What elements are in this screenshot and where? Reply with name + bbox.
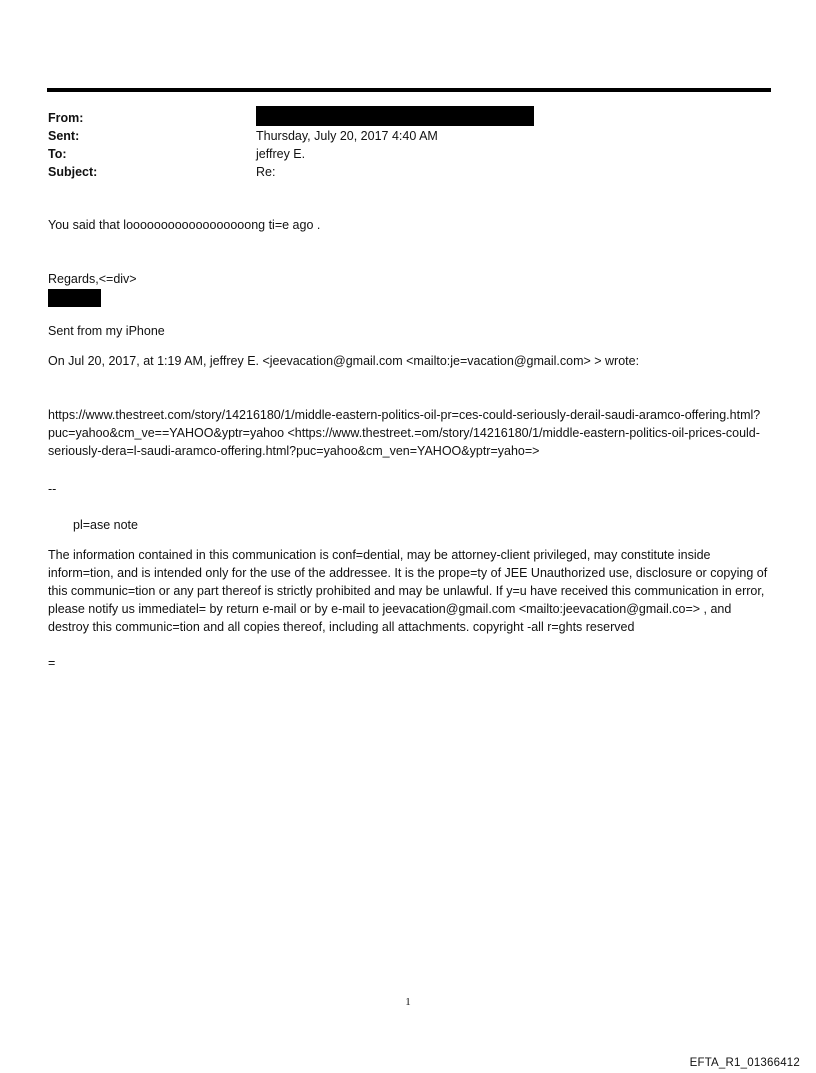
email-body [48,216,768,672]
from-row [48,109,438,127]
subject-value: Re: [256,165,276,179]
to-label: To: [48,147,67,161]
from-label: From: [48,111,84,125]
header-divider [47,88,771,92]
subject-row [48,163,438,181]
message-line: You said that loooooooooooooooooong ti=e ago . [48,218,321,232]
confidentiality-disclaimer: The information contained in this communication is conf=dential, may be attorney-client privileged, may constitute inside inform=tion, and is intended only for the use of the addressee. It is the prope=ty of JEE Unauthorized use, disclosure or copying of this communic=tion or any part thereof is strictly prohibited and may be unlawful. If y=u have received this communication in error, please notify us immediatel= by return e-mail or by e-mail to jeevacation@gmail.com <mailto:jeevacation@gmail.co=> , and destroy this communic=tion and all copies thereof, including all attachments. copyright -all r=ghts reserved [48,548,768,634]
subject-label: Subject: [48,165,98,179]
redaction-bar [256,106,534,126]
sent-from-line: Sent from my iPhone [48,324,165,338]
email-header [48,109,438,181]
article-link: https://www.thestreet.com/story/14216180/1/middle-eastern-politics-oil-pr=ces-could-seriously-derail-saudi-aramco-offering.html?puc=yahoo&cm_ve==YAHOO&yptr=yahoo <https://www.thestreet.=om/story/14216180/1/middle-eastern-politics-oil-prices-could-seriously-dera=l-saudi-aramco-offering.html?puc=yahoo&cm_ven=YAHOO&yptr=yaho=> [48,408,761,458]
sent-value: Thursday, July 20, 2017 4:40 AM [256,129,438,143]
quote-header: On Jul 20, 2017, at 1:19 AM, jeffrey E. <jeevacation@gmail.com <mailto:je=vacation@gmail.com> > wrote: [48,354,640,368]
document-id: EFTA_R1_01366412 [689,1057,800,1069]
to-row [48,145,438,163]
page-number: 1 [405,996,411,1008]
regards-line: Regards,<=div> [48,272,137,286]
sent-label: Sent: [48,129,80,143]
sent-row [48,127,438,145]
to-value: jeffrey E. [256,147,306,161]
signature-redaction-bar [48,289,101,307]
signature-dashes: -- [48,482,57,496]
trailing-equals: = [48,656,56,670]
please-note-line: pl=ase note [73,518,138,532]
